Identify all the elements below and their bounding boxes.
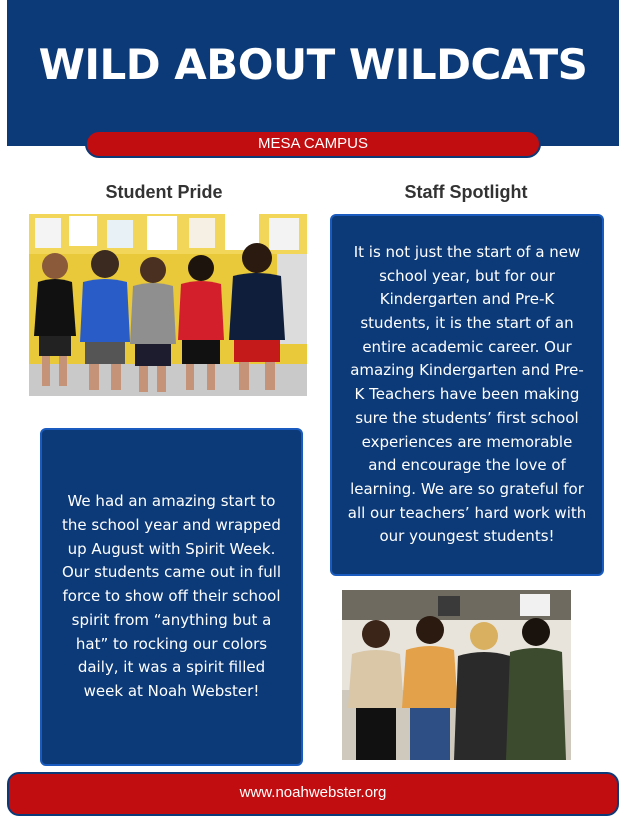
staff-spotlight-textbox (330, 214, 604, 576)
student-pride-photo (29, 214, 307, 396)
student-pride-heading: Student Pride (105, 182, 223, 202)
staff-spotlight-photo (342, 590, 571, 760)
header-banner (7, 0, 619, 146)
staff-spotlight-text: It is not just the start of a new school year, but for our Kindergarten and Pre-K students, it is the start of an entire academic career. Our amazing Kindergarten and Pre-K Teachers have been making sure the students’ first school experiences are memorable and encourage the love of learning. We are so grateful for all our teachers’ hard work with our youngest students! (347, 242, 587, 546)
website-link[interactable]: www.noahwebster.org (239, 784, 387, 801)
page-title: WILD ABOUT WILDCATS (38, 40, 588, 89)
student-pride-textbox (40, 428, 303, 766)
teachers-photo-illustration (342, 590, 571, 760)
footer-bar (7, 772, 619, 816)
student-pride-text: We had an amazing start to the school year and wrapped up August with Spirit Week. Our students came out in full force to show off their school spirit from “anything but a hat” to rocking our colors daily, it was a spirit filled week at Noah Webster! (61, 492, 282, 700)
staff-spotlight-heading: Staff Spotlight (404, 182, 528, 202)
campus-banner: MESA CAMPUS (85, 130, 541, 158)
students-photo-illustration (29, 214, 307, 396)
